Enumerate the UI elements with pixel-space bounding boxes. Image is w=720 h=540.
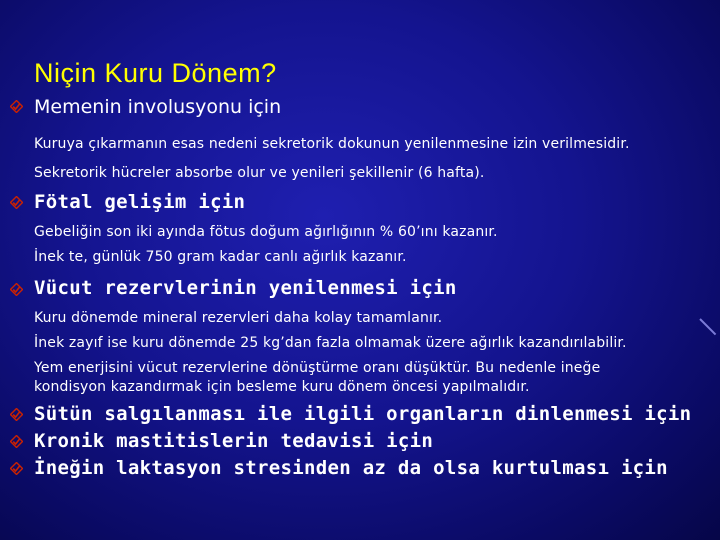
bullet-checkmark-icon [10,462,23,475]
bullet-checkmark-icon [10,408,23,421]
bullet-checkmark-icon [10,100,23,113]
section-line: kondisyon kazandırmak için besleme kuru dönem öncesi yapılmalıdır. [34,379,530,395]
section-heading-involusyon: Memenin involusyonu için [34,96,282,118]
slide-title: Niçin Kuru Dönem? [34,58,277,88]
section-line: Yem enerjisini vücut rezervlerine dönüştürme oranı düşüktür. Bu nedenle ineğe [34,360,601,376]
section-heading-stres: İneğin laktasyon stresinden az da olsa kurtulması için [34,457,668,479]
section-heading-rezerv: Vücut rezervlerinin yenilenmesi için [34,277,457,299]
section-heading-mastitis: Kronik mastitislerin tedavisi için [34,430,434,452]
decorative-line [699,318,716,335]
bullet-checkmark-icon [10,196,23,209]
section-heading-fotal: Fötal gelişim için [34,191,246,213]
section-line: İnek zayıf ise kuru dönemde 25 kg’dan fazla olmamak üzere ağırlık kazandırılabilir. [34,335,627,351]
section-line: Kuruya çıkarmanın esas nedeni sekretorik dokunun yenilenmesine izin verilmesidir. [34,136,630,152]
section-line: İnek te, günlük 750 gram kadar canlı ağırlık kazanır. [34,249,407,265]
section-line: Gebeliğin son iki ayında fötus doğum ağırlığının % 60’ını kazanır. [34,224,498,240]
bullet-checkmark-icon [10,435,23,448]
section-heading-salgilanma: Sütün salgılanması ile ilgili organların dinlenmesi için [34,403,692,425]
section-line: Sekretorik hücreler absorbe olur ve yenileri şekillenir (6 hafta). [34,165,485,181]
section-line: Kuru dönemde mineral rezervleri daha kolay tamamlanır. [34,310,443,326]
bullet-checkmark-icon [10,283,23,296]
